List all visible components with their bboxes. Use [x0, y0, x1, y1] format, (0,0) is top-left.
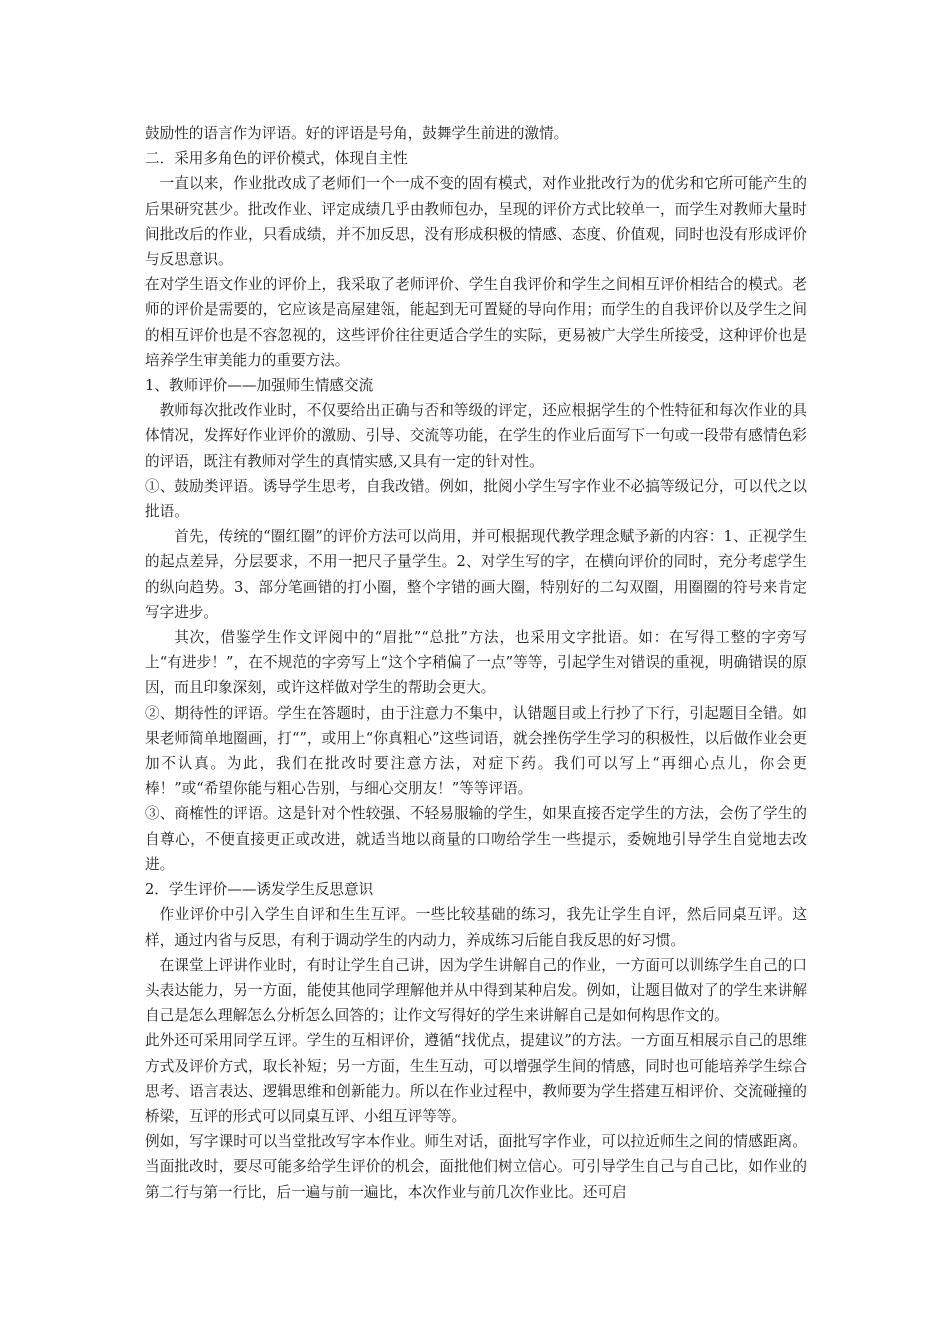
document-body — [145, 121, 807, 1205]
paragraph-intro-tail: 鼓励性的语言作为评语。好的评语是号角，鼓舞学生前进的激情。 — [145, 125, 569, 142]
subheading-teacher-evaluation: 1、教师评价——加强师生情感交流 — [145, 377, 374, 395]
paragraph: 在课堂上评讲作业时，有时让学生自己讲，因为学生讲解自己的作业，一方面可以训练学生自己的口头表达能力，另一方面，能使其他同学理解他并从中得到某种启发。例如，让题目做对了的学生来讲解自己是怎么理解怎么分析怎么回答的；让作文写得好的学生来讲解自己是如何构思作文的。 — [145, 956, 807, 1025]
subheading-student-evaluation: 2．学生评价——诱发学生反思意识 — [145, 881, 374, 899]
paragraph: 在对学生语文作业的评价上，我采取了老师评价、学生自我评价和学生之间相互评价相结合的模式。老师的评价是需要的，它应该是高屋建瓴，能起到无可置疑的导向作用；而学生的自我评价以及学生之间的相互评价也是不容忽视的，这些评价往往更适合学生的实际，更易被广大学生所接受，这种评价也是培养学生审美能力的重要方法。 — [145, 276, 807, 369]
paragraph-expectant-comments: ②、期待性的评语。学生在答题时，由于注意力不集中，认错题目或上行抄了下行，引起题目全错。如果老师简单地圈画，打“”，或用上“你真粗心”这些词语，就会挫伤学生学习的积极性，以后做作业会更加不认真。为此，我们在批改时要注意方法，对症下药。我们可以写上“再细心点儿，你会更棒！”或“希望你能与粗心告别，与细心交朋友！”等等评语。 — [145, 704, 807, 798]
paragraph: 作业评价中引入学生自评和生生互评。一些比较基础的练习，我先让学生自评，然后同桌互评。这样，通过内省与反思，有利于调动学生的内动力，养成练习后能自我反思的好习惯。 — [145, 906, 807, 949]
paragraph-encouraging-comments: ①、鼓励类评语。诱导学生思考，自我改错。例如，批阅小学生写字作业不必搞等级记分，可以代之以批语。 — [145, 477, 807, 521]
paragraph: 首先，传统的“圈红圈”的评价方法可以尚用，并可根据现代教学理念赋予新的内容：1、正视学生的起点差异，分层要求，不用一把尺子量学生。2、对学生写的字，在横向评价的同时，充分考虑学生的纵向趋势。3、部分笔画错的打小圈，整个字错的画大圈，特别好的二勾双圈，用圈圈的符号来肯定写字进步。 — [145, 528, 807, 621]
paragraph: 此外还可采用同学互评。学生的互相评价，遵循“找优点，提建议”的方法。一方面互相展示自己的思维方式及评价方式，取长补短；另一方面，生生互动，可以增强学生间的情感，同时也可能培养学生综合思考、语言表达、逻辑思维和创新能力。所以在作业过程中，教师要为学生搭建互相评价、交流碰撞的桥梁，互评的形式可以同桌互评、小组互评等等。 — [145, 1032, 807, 1125]
paragraph: 其次，借鉴学生作文评阅中的“眉批”“总批”方法，也采用文字批语。如：在写得工整的字旁写上“有进步！”，在不规范的字旁写上“这个字稍偏了一点”等等，引起学生对错误的重视，明确错误的原因，而且印象深刻，或许这样做对学生的帮助会更大。 — [145, 629, 807, 697]
paragraph-discussion-comments: ③、商榷性的评语。这是针对个性较强、不轻易服输的学生，如果直接否定学生的方法，会伤了学生的自尊心，不便直接更正或改进，就适当地以商量的口吻给学生一些提示，委婉地引导学生自觉地去改进。 — [145, 805, 807, 873]
paragraph: 一直以来，作业批改成了老师们一个一成不变的固有模式，对作业批改行为的优劣和它所可能产生的后果研究甚少。批改作业、评定成绩几乎由教师包办，呈现的评价方式比较单一，而学生对教师大量时间批改后的作业，只看成绩，并不加反思，没有形成积极的情感、态度、价值观，同时也没有形成评价与反思意识。 — [145, 175, 807, 269]
paragraph: 教师每次批改作业时，不仅要给出正确与否和等级的评定，还应根据学生的个性特征和每次作业的具体情况，发挥好作业评价的激励、引导、交流等功能，在学生的作业后面写下一句或一段带有感情色彩的评语，既注有教师对学生的真情实感,又具有一定的针对性。 — [145, 402, 807, 470]
section-heading-2: 二．采用多角色的评价模式，体现自主性 — [145, 150, 408, 168]
paragraph: 例如，写字课时可以当堂批改写字本作业。师生对话，面批写字作业，可以拉近师生之间的情感距离。当面批改时，要尽可能多给学生评价的机会，面批他们树立信心。可引导学生自己与自己比，如作业的第二行与第一行比，后一遍与前一遍比，本次作业与前几次作业比。还可启 — [145, 1133, 807, 1201]
